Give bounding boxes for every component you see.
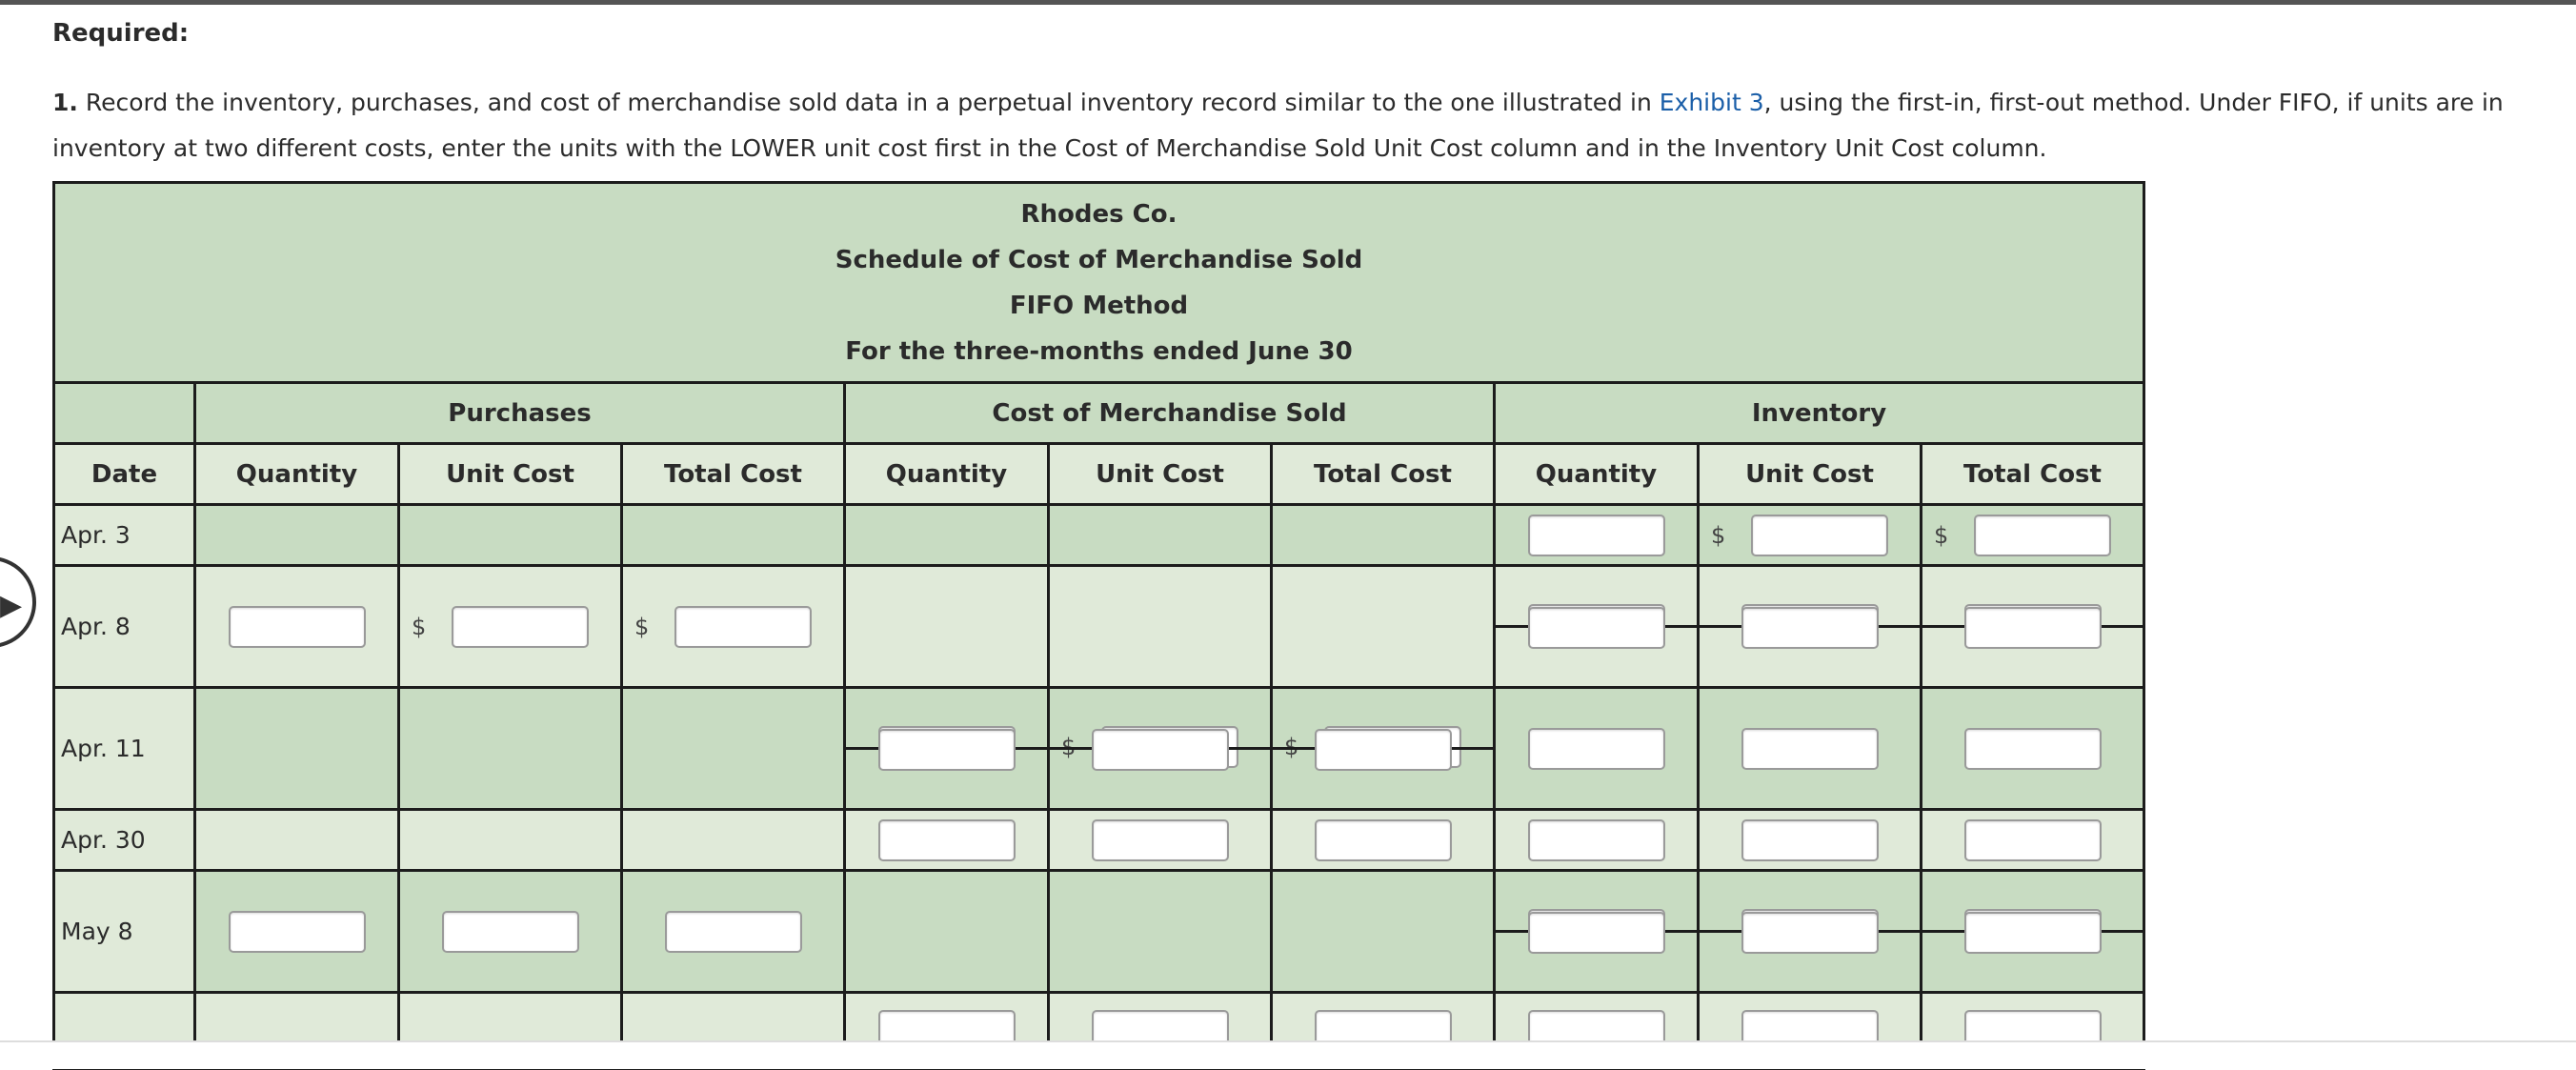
cogs-total-cost-cell (1272, 810, 1495, 871)
inventory-unit-cost-input[interactable] (1741, 912, 1879, 954)
instruction-number: 1. (52, 89, 78, 116)
purchases-quantity-input[interactable] (229, 606, 366, 648)
col-date: Date (54, 444, 195, 505)
dollar-sign: $ (412, 613, 427, 640)
inventory-quantity-input[interactable] (1528, 515, 1665, 556)
purchases-quantity-cell (195, 871, 399, 993)
schedule-header (54, 183, 2144, 383)
row-date: Apr. 8 (54, 566, 195, 688)
cogs-total-cost-input[interactable] (1315, 729, 1452, 771)
inventory-total-cost-cell (1922, 688, 2144, 810)
empty-cell (399, 688, 622, 810)
empty-cell (1272, 871, 1495, 993)
inventory-quantity-cell (1495, 810, 1699, 871)
required-heading: Required: (52, 19, 190, 48)
cogs-total-cost-input[interactable] (1315, 819, 1452, 861)
col-purchases-quantity: Quantity (195, 444, 399, 505)
dollar-sign: $ (1284, 734, 1299, 760)
empty-cell (195, 688, 399, 810)
instruction-body-1: Record the inventory, purchases, and cost of merchandise sold data in a perpetual inventory record similar to the one illustrated in (85, 89, 1652, 116)
table-row (54, 810, 2144, 871)
inventory-total-cost-input[interactable] (1964, 819, 2102, 861)
schedule-period: For the three-months ended June 30 (845, 336, 1353, 366)
dollar-sign: $ (634, 613, 650, 640)
col-cogs-total-cost: Total Cost (1272, 444, 1495, 505)
inventory-total-cost-input[interactable] (1964, 728, 2102, 770)
empty-cell (845, 566, 1049, 688)
inventory-total-cost-input[interactable] (1964, 912, 2102, 954)
instruction-text (52, 80, 2558, 172)
inventory-unit-cost-cell (1699, 566, 1922, 688)
empty-cell (195, 810, 399, 871)
cogs-quantity-cell (845, 688, 1049, 810)
empty-cell (1272, 566, 1495, 688)
cogs-unit-cost-cell (1049, 688, 1272, 810)
schedule-method: FIFO Method (1009, 291, 1189, 320)
chevron-right-icon: ▶ (0, 589, 23, 622)
group-inventory: Inventory (1495, 383, 2144, 444)
inventory-total-cost-cell (1922, 871, 2144, 993)
viewport-bottom-edge (0, 1040, 2576, 1069)
empty-cell (1049, 505, 1272, 566)
empty-cell (195, 505, 399, 566)
inventory-total-cost-input[interactable] (1974, 515, 2111, 556)
inventory-total-cost-input[interactable] (1964, 607, 2102, 649)
table-row (54, 871, 2144, 993)
purchases-total-cost-cell (622, 871, 845, 993)
inventory-unit-cost-cell (1699, 810, 1922, 871)
inventory-total-cost-cell (1922, 505, 2144, 566)
col-inventory-total-cost: Total Cost (1922, 444, 2144, 505)
dollar-sign: $ (1934, 521, 1949, 549)
inventory-unit-cost-input[interactable] (1741, 819, 1879, 861)
group-cogs: Cost of Merchandise Sold (845, 383, 1495, 444)
empty-cell (845, 505, 1049, 566)
cogs-unit-cost-input[interactable] (1092, 819, 1229, 861)
inventory-quantity-input[interactable] (1528, 912, 1665, 954)
inventory-quantity-cell (1495, 871, 1699, 993)
inventory-unit-cost-input[interactable] (1741, 728, 1879, 770)
col-cogs-unit-cost: Unit Cost (1049, 444, 1272, 505)
group-purchases: Purchases (195, 383, 845, 444)
cogs-quantity-cell (845, 810, 1049, 871)
row-date: Apr. 11 (54, 688, 195, 810)
empty-cell (1049, 566, 1272, 688)
cogs-unit-cost-cell (1049, 810, 1272, 871)
instruction-body-2: , using the first-in, first-out method. Under FIFO, if units are in inventory at two different costs, enter the units with the LOWER unit cost first in the Cost of Merchandise Sold Unit Cost column and in the Inventory Unit Cost column. (52, 89, 2504, 162)
inventory-quantity-cell (1495, 566, 1699, 688)
group-blank (54, 383, 195, 444)
cogs-unit-cost-input[interactable] (1092, 729, 1229, 771)
col-purchases-total-cost: Total Cost (622, 444, 845, 505)
purchases-unit-cost-input[interactable] (442, 911, 579, 953)
side-nav-arrow[interactable] (0, 556, 36, 648)
inventory-total-cost-cell (1922, 810, 2144, 871)
inventory-quantity-input[interactable] (1528, 728, 1665, 770)
schedule-title: Schedule of Cost of Merchandise Sold (835, 245, 1363, 274)
exhibit-link[interactable]: Exhibit 3 (1659, 89, 1764, 116)
purchases-quantity-input[interactable] (229, 911, 366, 953)
inventory-unit-cost-input[interactable] (1751, 515, 1888, 556)
inventory-unit-cost-cell (1699, 871, 1922, 993)
inventory-quantity-input[interactable] (1528, 607, 1665, 649)
col-cogs-quantity: Quantity (845, 444, 1049, 505)
top-border (0, 0, 2576, 5)
col-inventory-quantity: Quantity (1495, 444, 1699, 505)
col-purchases-unit-cost: Unit Cost (399, 444, 622, 505)
inventory-quantity-cell (1495, 688, 1699, 810)
dollar-sign: $ (1711, 521, 1726, 549)
inventory-unit-cost-cell (1699, 505, 1922, 566)
cogs-quantity-input[interactable] (878, 729, 1016, 771)
empty-cell (622, 505, 845, 566)
purchases-unit-cost-input[interactable] (452, 606, 589, 648)
purchases-unit-cost-cell (399, 871, 622, 993)
purchases-total-cost-cell (622, 566, 845, 688)
col-inventory-unit-cost: Unit Cost (1699, 444, 1922, 505)
inventory-quantity-cell (1495, 505, 1699, 566)
inventory-unit-cost-cell (1699, 688, 1922, 810)
schedule-table (52, 181, 2145, 1070)
inventory-total-cost-cell (1922, 566, 2144, 688)
cogs-quantity-input[interactable] (878, 819, 1016, 861)
empty-cell (622, 810, 845, 871)
purchases-total-cost-input[interactable] (674, 606, 812, 648)
cogs-total-cost-cell (1272, 688, 1495, 810)
inventory-quantity-input[interactable] (1528, 819, 1665, 861)
dollar-sign: $ (1061, 734, 1077, 760)
purchases-unit-cost-cell (399, 566, 622, 688)
company-name: Rhodes Co. (1020, 199, 1177, 229)
row-date: Apr. 30 (54, 810, 195, 871)
table-row (54, 505, 2144, 566)
empty-cell (845, 871, 1049, 993)
empty-cell (1272, 505, 1495, 566)
empty-cell (399, 505, 622, 566)
table-row (54, 688, 2144, 810)
empty-cell (1049, 871, 1272, 993)
purchases-quantity-cell (195, 566, 399, 688)
table-row (54, 566, 2144, 688)
purchases-total-cost-input[interactable] (665, 911, 802, 953)
empty-cell (399, 810, 622, 871)
row-date: May 8 (54, 871, 195, 993)
inventory-unit-cost-input[interactable] (1741, 607, 1879, 649)
row-date: Apr. 3 (54, 505, 195, 566)
empty-cell (622, 688, 845, 810)
